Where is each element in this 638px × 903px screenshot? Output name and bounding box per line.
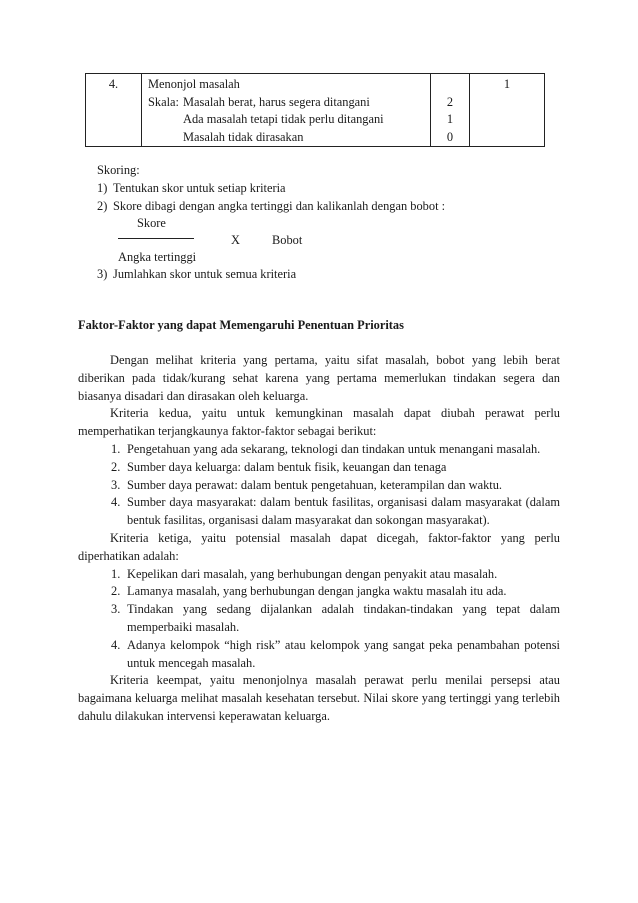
criterion-cell xyxy=(142,74,431,147)
factor-list-ketiga xyxy=(78,566,560,673)
list-item: 1. Kepelikan dari masalah, yang berhubungan dengan penyakit atau masalah. xyxy=(111,566,498,581)
criterion-title: Menonjol masalah xyxy=(148,77,240,91)
formula-fraction-line xyxy=(118,238,194,239)
score-value: 1 xyxy=(446,112,454,126)
scale-option: Masalah tidak dirasakan xyxy=(183,129,304,144)
section-body xyxy=(78,352,560,726)
list-item: 4. Sumber daya masyarakat: dalam bentuk fasilitas, organisasi dalam masyarakat (dalam bentuk fasilitas, organisasi dalam masyarakat dan sokongan masyarakat). xyxy=(111,495,560,528)
paragraph: Kriteria keempat, yaitu menonjolnya masalah perawat perlu menilai persepsi atau bagaimana keluarga melihat masalah kesehatan tersebut. Nilai skore yang tertinggi yang terlebih dahulu dilakukan intervensi keperawatan keluarga. xyxy=(78,673,560,723)
list-item: 4. Adanya kelompok “high risk” atau kelompok yang sangat peka penambahan potensi untuk mencegah masalah. xyxy=(111,637,560,670)
list-item: 3. Sumber daya perawat: dalam bentuk pengetahuan, keterampilan dan waktu. xyxy=(111,477,503,492)
score-value: 2 xyxy=(446,94,454,109)
formula-denominator: Angka tertinggi xyxy=(118,250,197,264)
scale-label: Skala: xyxy=(148,94,179,109)
factor-list-kedua xyxy=(78,441,560,530)
criteria-table xyxy=(85,73,545,147)
score-cell xyxy=(431,74,470,147)
scoring-item: 2) Skore dibagi dengan angka tertinggi dan kalikanlah dengan bobot : xyxy=(97,199,446,213)
scale-row xyxy=(148,94,430,112)
list-item: 1. Pengetahuan yang ada sekarang, teknologi dan tindakan untuk menangani masalah. xyxy=(111,441,541,456)
section-heading: Faktor-Faktor yang dapat Memengaruhi Penentuan Prioritas xyxy=(78,318,404,332)
list-item: 2. Sumber daya keluarga: dalam bentuk fisik, keuangan dan tenaga xyxy=(111,459,447,474)
formula-numerator: Skore xyxy=(137,216,166,230)
criterion-number: 4. xyxy=(86,74,142,147)
paragraph: Dengan melihat kriteria yang pertama, yaitu sifat masalah, bobot yang lebih berat diberikan pada tidak/kurang sehat karena yang pertama memerlukan tindakan segera dan biasanya disadari dan dirasakan oleh keluarga. xyxy=(78,353,560,403)
scoring-item: 3) Jumlahkan skor untuk semua kriteria xyxy=(97,267,297,281)
list-item: 2. Lamanya masalah, yang berhubungan dengan jangka waktu masalah itu ada. xyxy=(111,584,507,599)
paragraph: Kriteria ketiga, yaitu potensial masalah dapat dicegah, faktor-faktor yang perlu diperhatikan adalah: xyxy=(78,530,560,563)
formula-bobot: Bobot xyxy=(272,233,303,247)
scoring-title: Skoring: xyxy=(97,163,140,177)
score-value: 0 xyxy=(446,129,454,144)
scoring-item: 1) Tentukan skor untuk setiap kriteria xyxy=(97,181,286,195)
paragraph: Kriteria kedua, yaitu untuk kemungkinan masalah dapat diubah perawat perlu memperhatikan terjangkaunya faktor-faktor sebagai berikut: xyxy=(78,406,560,439)
scale-option: Ada masalah tetapi tidak perlu ditangani xyxy=(183,112,384,126)
table-row xyxy=(86,74,545,147)
bobot-cell: 1 xyxy=(470,74,545,147)
list-item: 3. Tindakan yang sedang dijalankan adalah tindakan-tindakan yang tepat dalam memperbaiki masalah. xyxy=(111,602,560,634)
scale-option: Masalah berat, harus segera ditangani xyxy=(183,94,370,109)
formula-times: X xyxy=(231,233,240,247)
